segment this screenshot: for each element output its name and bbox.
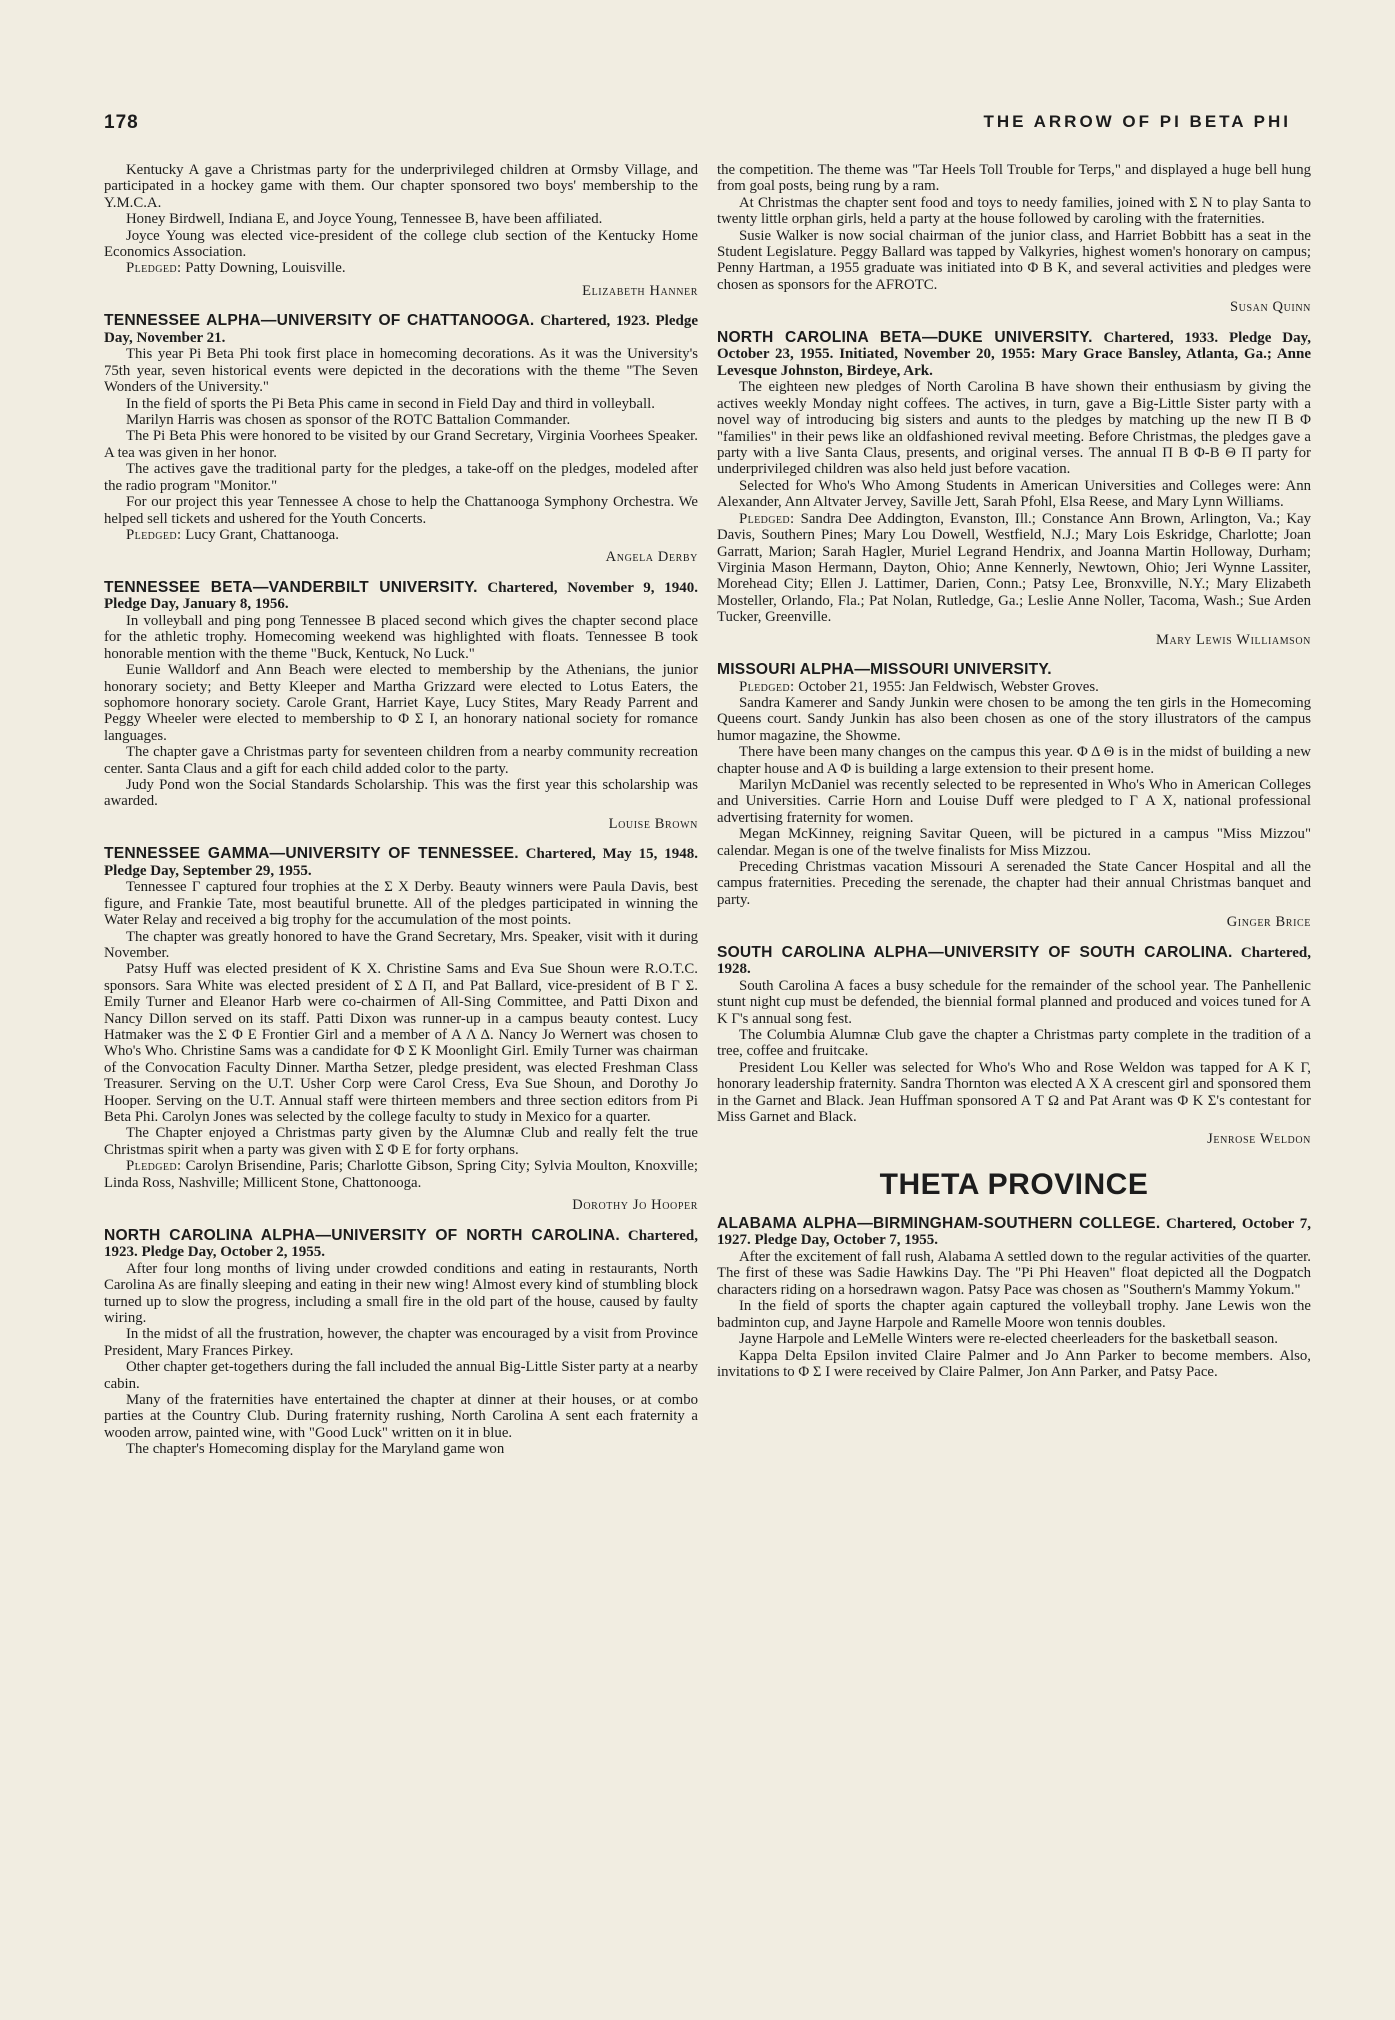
chapter-name: MISSOURI ALPHA—MISSOURI UNIVERSITY. — [717, 660, 1052, 678]
pledged-list: Carolyn Brisendine, Paris; Charlotte Gibson, Spring City; Sylvia Moulton, Knoxville; Linda Ross, Nashville; Millicent Stone, Chattonooga. — [104, 1158, 698, 1191]
pledged-paragraph — [104, 260, 698, 276]
chapter-heading — [717, 945, 1311, 978]
chapter-heading — [717, 662, 1311, 679]
page-header — [104, 112, 1291, 142]
correspondent-signature: Louise Brown — [608, 815, 698, 832]
pledged-label: Pledged: — [126, 260, 182, 277]
chapter-name: NORTH CAROLINA BETA—DUKE UNIVERSITY. — [717, 328, 1093, 346]
body-paragraph: After four long months of living under crowded conditions and eating in restaurants, North Carolina As are finally sleeping and eating in their new wing! Almost every kind of stumbling block turned up to slow the progress, including a small fire in the old part of the house, caused by faulty wiring. — [104, 1260, 698, 1326]
body-paragraph: Many of the fraternities have entertained the chapter at dinner at their houses, or at combo parties at the Country Club. During fraternity rushing, North Carolina A sent each fraternity a wooden arrow, painted wine, with "Good Luck" written on it in blue. — [104, 1391, 698, 1441]
pledged-paragraph — [717, 511, 1311, 626]
correspondent-signature: Mary Lewis Williamson — [1155, 631, 1311, 648]
body-paragraph: In the field of sports the chapter again captured the volleyball trophy. Jane Lewis won the badminton cup, and Jayne Harpole and Ramelle Moore won tennis doubles. — [717, 1298, 1311, 1331]
body-paragraph: Susie Walker is now social chairman of the junior class, and Harriet Bobbitt has a seat in the Student Legislature. Peggy Ballard was tapped by Valkyries, highest women's honorary on campus; Penny Hartman, a 1955 graduate was initiated into Φ B K, and several activities and pledges were chosen as sponsors for the AFROTC. — [717, 227, 1311, 293]
body-paragraph: In the midst of all the frustration, however, the chapter was encouraged by a visit from Province President, Mary Frances Pirkey. — [104, 1326, 698, 1359]
pledged-list: Patty Downing, Louisville. — [181, 260, 346, 277]
body-paragraph: Sandra Kamerer and Sandy Junkin were chosen to be among the ten girls in the Homecoming Queens court. Sandy Junkin has also been chosen as one of the story illustrators of the campus humor magazine, the Showme. — [717, 694, 1311, 744]
chapter-heading — [104, 846, 698, 879]
pledged-paragraph — [717, 679, 1311, 695]
correspondent-signature: Ginger Brice — [1226, 914, 1311, 931]
body-paragraph: For our project this year Tennessee A chose to help the Chattanooga Symphony Orchestra. We helped sell tickets and ushered for the Youth Concerts. — [104, 494, 698, 527]
body-paragraph: Kentucky A gave a Christmas party for the underprivileged children at Ormsby Village, and participated in a hockey game with them. Our chapter sponsored two boys' membership to the Y.M.C.A. — [104, 162, 698, 211]
chapter-heading — [104, 313, 698, 346]
chapter-heading — [104, 1228, 698, 1261]
chapter-info: Chartered, October 7, 1927. Pledge Day, October 7, 1955. — [717, 1215, 1311, 1249]
body-paragraph: The eighteen new pledges of North Carolina B have shown their enthusiasm by giving the actives weekly Monday night coffees. The actives, in turn, gave a Big-Little Sister party with a novel way of introducing big sisters and aunts to the pledges by matching up the new Π B Φ "families" in their pews like an oldfashioned revival meeting. Before Christmas, the pledges gave a party with a live Santa Claus, presents, and original verses. The annual Π B Φ-B Θ Π party for underprivileged children was also held just before vacation. — [717, 379, 1311, 478]
chapter-info: Chartered, 1923. Pledge Day, November 21. — [104, 313, 698, 346]
body-paragraph: Selected for Who's Who Among Students in American Universities and Colleges were: Ann Alexander, Ann Altvater Jervey, Saville Jett, Sarah Pfohl, Elsa Reese, and Mary Lynn Williams. — [717, 477, 1311, 511]
chapter-name: NORTH CAROLINA ALPHA—UNIVERSITY OF NORTH CAROLINA. — [104, 1226, 620, 1244]
pledged-list: Lucy Grant, Chattanooga. — [181, 526, 339, 543]
correspondent-signature: Elizabeth Hanner — [582, 282, 698, 299]
body-paragraph: In volleyball and ping pong Tennessee B placed second which gives the chapter second place for the athletic trophy. Homecoming weekend was highlighted with floats. Tennessee B took honorable mention with the theme "Buck, Kentuck, No Luck." — [104, 612, 698, 662]
body-paragraph: After the excitement of fall rush, Alabama A settled down to the regular activities of the quarter. The first of these was Sadie Hawkins Day. The "Pi Phi Heaven" float depicted all the Dogpatch characters riding on a horsedrawn wagon. Patsy Pace was chosen as "Southern's Mammy Yokum." — [717, 1249, 1311, 1298]
left-column — [104, 162, 698, 1982]
body-paragraph: Marilyn Harris was chosen as sponsor of the ROTC Battalion Commander. — [126, 412, 571, 429]
pledged-label: Pledged: — [739, 510, 795, 527]
chapter-info: Chartered, 1928. — [717, 944, 1311, 978]
right-column — [717, 162, 1311, 1982]
correspondent-signature: Jenrose Weldon — [1207, 1131, 1311, 1148]
body-paragraph: The chapter gave a Christmas party for seventeen children from a nearby community recreation center. Santa Claus and a gift for each child added color to the party. — [104, 744, 698, 777]
body-paragraph: Other chapter get-togethers during the fall included the annual Big-Little Sister party at a nearby cabin. — [104, 1359, 698, 1392]
body-paragraph: Megan McKinney, reigning Savitar Queen, will be pictured in a campus "Miss Mizzou" calendar. Megan is one of the twelve finalists for Miss Mizzou. — [717, 826, 1311, 859]
body-paragraph: This year Pi Beta Phi took first place in homecoming decorations. As it was the University's 75th year, seven historical events were depicted in the decorations with the theme "The Seven Wonders of the University." — [104, 346, 698, 396]
body-paragraph: South Carolina A faces a busy schedule for the remainder of the school year. The Panhellenic stunt night cup must be defended, the biennial formal planned and produced and voices tuned for A K Γ's annual song fest. — [717, 977, 1311, 1027]
chapter-info: Chartered, 1923. Pledge Day, October 2, 1955. — [104, 1227, 698, 1261]
body-paragraph: The Pi Beta Phis were honored to be visited by our Grand Secretary, Virginia Voorhees Speaker. A tea was given in her honor. — [104, 428, 698, 461]
pledged-label: Pledged: — [126, 1158, 182, 1175]
pledged-paragraph — [104, 1158, 698, 1191]
body-paragraph: The actives gave the traditional party for the pledges, a take-off on the pledges, modeled after the radio program "Monitor." — [104, 461, 698, 494]
chapter-name: ALABAMA ALPHA—BIRMINGHAM-SOUTHERN COLLEGE. — [717, 1214, 1161, 1232]
chapter-name: TENNESSEE GAMMA—UNIVERSITY OF TENNESSEE. — [104, 845, 519, 863]
province-heading: THETA PROVINCE — [879, 1167, 1149, 1201]
chapter-name: TENNESSEE BETA—VANDERBILT UNIVERSITY. — [104, 578, 478, 596]
pledged-list: October 21, 1955: Jan Feldwisch, Webster Groves. — [794, 678, 1099, 695]
body-paragraph: There have been many changes on the campus this year. Φ Δ Θ is in the midst of building a new chapter house and A Φ is building a large extension to their present home. — [717, 744, 1311, 777]
body-paragraph: Joyce Young was elected vice-president of the college club section of the Kentucky Home Economics Association. — [104, 227, 698, 261]
body-paragraph: The Columbia Alumnæ Club gave the chapter a Christmas party complete in the tradition of a tree, coffee and fruitcake. — [717, 1027, 1311, 1060]
body-paragraph: The chapter was greatly honored to have the Grand Secretary, Mrs. Speaker, visit with it during November. — [104, 928, 698, 961]
correspondent-signature: Susan Quinn — [1230, 299, 1311, 316]
body-paragraph: President Lou Keller was selected for Who's Who and Rose Weldon was tapped for A K Γ, honorary leadership fraternity. Sandra Thornton was elected A X A crescent girl and sponsored them in the Garnet and Black. Jean Huffman sponsored A T Ω and Pat Arant was Φ K Σ's contestant for Miss Garnet and Black. — [717, 1059, 1311, 1126]
chapter-name: TENNESSEE ALPHA—UNIVERSITY OF CHATTANOOGA. — [104, 312, 535, 330]
body-paragraph: Eunie Walldorf and Ann Beach were elected to membership by the Athenians, the junior honorary society; and Betty Kleeper and Martha Grizzard were elected to Lotus Eaters, the sophomore honorary society. Carole Grant, Harriet Kaye, Lucy Stites, Mary Ready Parrent and Peggy Wheeler were elected to membership to Φ Σ I, an honorary national society for romance languages. — [104, 662, 698, 744]
pledged-list: Sandra Dee Addington, Evanston, Ill.; Constance Ann Brown, Arlington, Va.; Kay Davis, Southern Pines; Mary Lou Dowell, Westfield, N.J.; Mary Lois Eskridge, Charlotte; Joan Garratt, Marion; Sarah Hagler, Muriel Legrand Hendrix, and Joanna Martin Holloway, Durham; Virginia Mason Hermann, Dayton, Ohio; Anne Kennerly, Newtown, Ohio; Jeri Wynne Lassiter, Morehead City; Ellen J. Lattimer, Darien, Conn.; Patsy Lee, Bronxville, N.Y.; Mary Elizabeth Mosteller, Orlando, Fla.; Pat Nolan, Rutledge, Ga.; Leslie Anne Noller, Tacoma, Wash.; Sue Arden Tucker, Greenville. — [717, 510, 1311, 626]
body-paragraph: Kappa Delta Epsilon invited Claire Palmer and Jo Ann Parker to become members. Also, invitations to Φ Σ I were received by Claire Palmer, Jon Ann Parker, and Patsy Pace. — [717, 1347, 1311, 1380]
body-paragraph: Preceding Christmas vacation Missouri A serenaded the State Cancer Hospital and all the campus fraternities. Preceding the serenade, the chapter had their annual Christmas banquet and party. — [717, 859, 1311, 908]
chapter-heading — [717, 330, 1311, 380]
body-paragraph: Judy Pond won the Social Standards Scholarship. This was the first year this scholarship was awarded. — [104, 776, 698, 810]
body-paragraph: Jayne Harpole and LeMelle Winters were re-elected cheerleaders for the basketball season. — [739, 1331, 1278, 1348]
body-paragraph: In the field of sports the Pi Beta Phis came in second in Field Day and third in volleyball. — [126, 395, 655, 412]
body-paragraph: the competition. The theme was "Tar Heels Toll Trouble for Terps," and displayed a huge bell hung from goal posts, being rung by a ram. — [717, 162, 1311, 195]
running-head: THE ARROW OF PI BETA PHI — [983, 112, 1291, 131]
chapter-info: Chartered, 1933. Pledge Day, October 23, 1955. Initiated, November 20, 1955: Mary Grace Bansley, Atlanta, Ga.; Anne Levesque Johnston, Birdeye, Ark. — [717, 329, 1311, 379]
body-paragraph: The Chapter enjoyed a Christmas party given by the Alumnæ Club and really felt the true Christmas spirit when a party was given with Σ Φ E for forty orphans. — [104, 1125, 698, 1158]
chapter-info: Chartered, May 15, 1948. Pledge Day, September 29, 1955. — [104, 846, 698, 879]
pledged-paragraph — [104, 527, 698, 543]
body-paragraph: The chapter's Homecoming display for the Maryland game won — [126, 1441, 505, 1458]
body-paragraph: Honey Birdwell, Indiana E, and Joyce Young, Tennessee B, have been affiliated. — [126, 211, 603, 228]
body-paragraph: Marilyn McDaniel was recently selected to be represented in Who's Who in American Colleges and Universities. Carrie Horn and Louise Duff were pledged to Γ A X, national professional advertising fraternity for women. — [717, 776, 1311, 826]
chapter-heading — [717, 1216, 1311, 1249]
body-paragraph: Patsy Huff was elected president of K X. Christine Sams and Eva Sue Shoun were R.O.T.C. sponsors. Sara White was elected president of Σ Δ Π, and Pat Ballard, vice-president of B Γ Σ. Emily Turner and Eleanor Harb were co-chairmen of All-Sing Committee, and Patti Dixon and Nancy Dillon served on its staff. Patti Dixon was runner-up in a campus beauty contest. Lucy Hatmaker was the Σ Φ E Frontier Girl and a member of A Λ Δ. Nancy Jo Wernert was chosen to Who's Who. Christine Sams was a candidate for Φ Σ K Moonlight Girl. Emily Turner was chairman of the Convocation Faculty Dinner. Martha Setzer, pledge president, was elected Freshman Class Treasurer. Serving on the U.T. Usher Corp were Carol Cress, Eva Sue Shoun, and Dorothy Jo Hooper. Serving on the U.T. Annual staff were thirteen members and three section editors from Pi Beta Phi. Carolyn Jones was selected by the college faculty to study in Mexico for a quarter. — [104, 961, 698, 1126]
body-paragraph: Tennessee Γ captured four trophies at the Σ X Derby. Beauty winners were Paula Davis, best figure, and Frankie Tate, most beautiful brunette. All of the pledges participated in winning the Water Relay and received a big trophy for the accumulation of the most points. — [104, 879, 698, 929]
pledged-label: Pledged: — [126, 526, 182, 543]
correspondent-signature: Dorothy Jo Hooper — [572, 1197, 698, 1214]
correspondent-signature: Angela Derby — [605, 549, 698, 566]
chapter-heading — [104, 580, 698, 613]
chapter-info: Chartered, November 9, 1940. Pledge Day, January 8, 1956. — [104, 579, 698, 613]
body-paragraph: At Christmas the chapter sent food and toys to needy families, joined with Σ N to play Santa to twenty little orphan girls, held a party at the house followed by caroling with the fraternities. — [717, 194, 1311, 228]
chapter-name: SOUTH CAROLINA ALPHA—UNIVERSITY OF SOUTH CAROLINA. — [717, 943, 1233, 961]
pledged-label: Pledged: — [739, 678, 795, 695]
page-number: 178 — [104, 112, 139, 133]
